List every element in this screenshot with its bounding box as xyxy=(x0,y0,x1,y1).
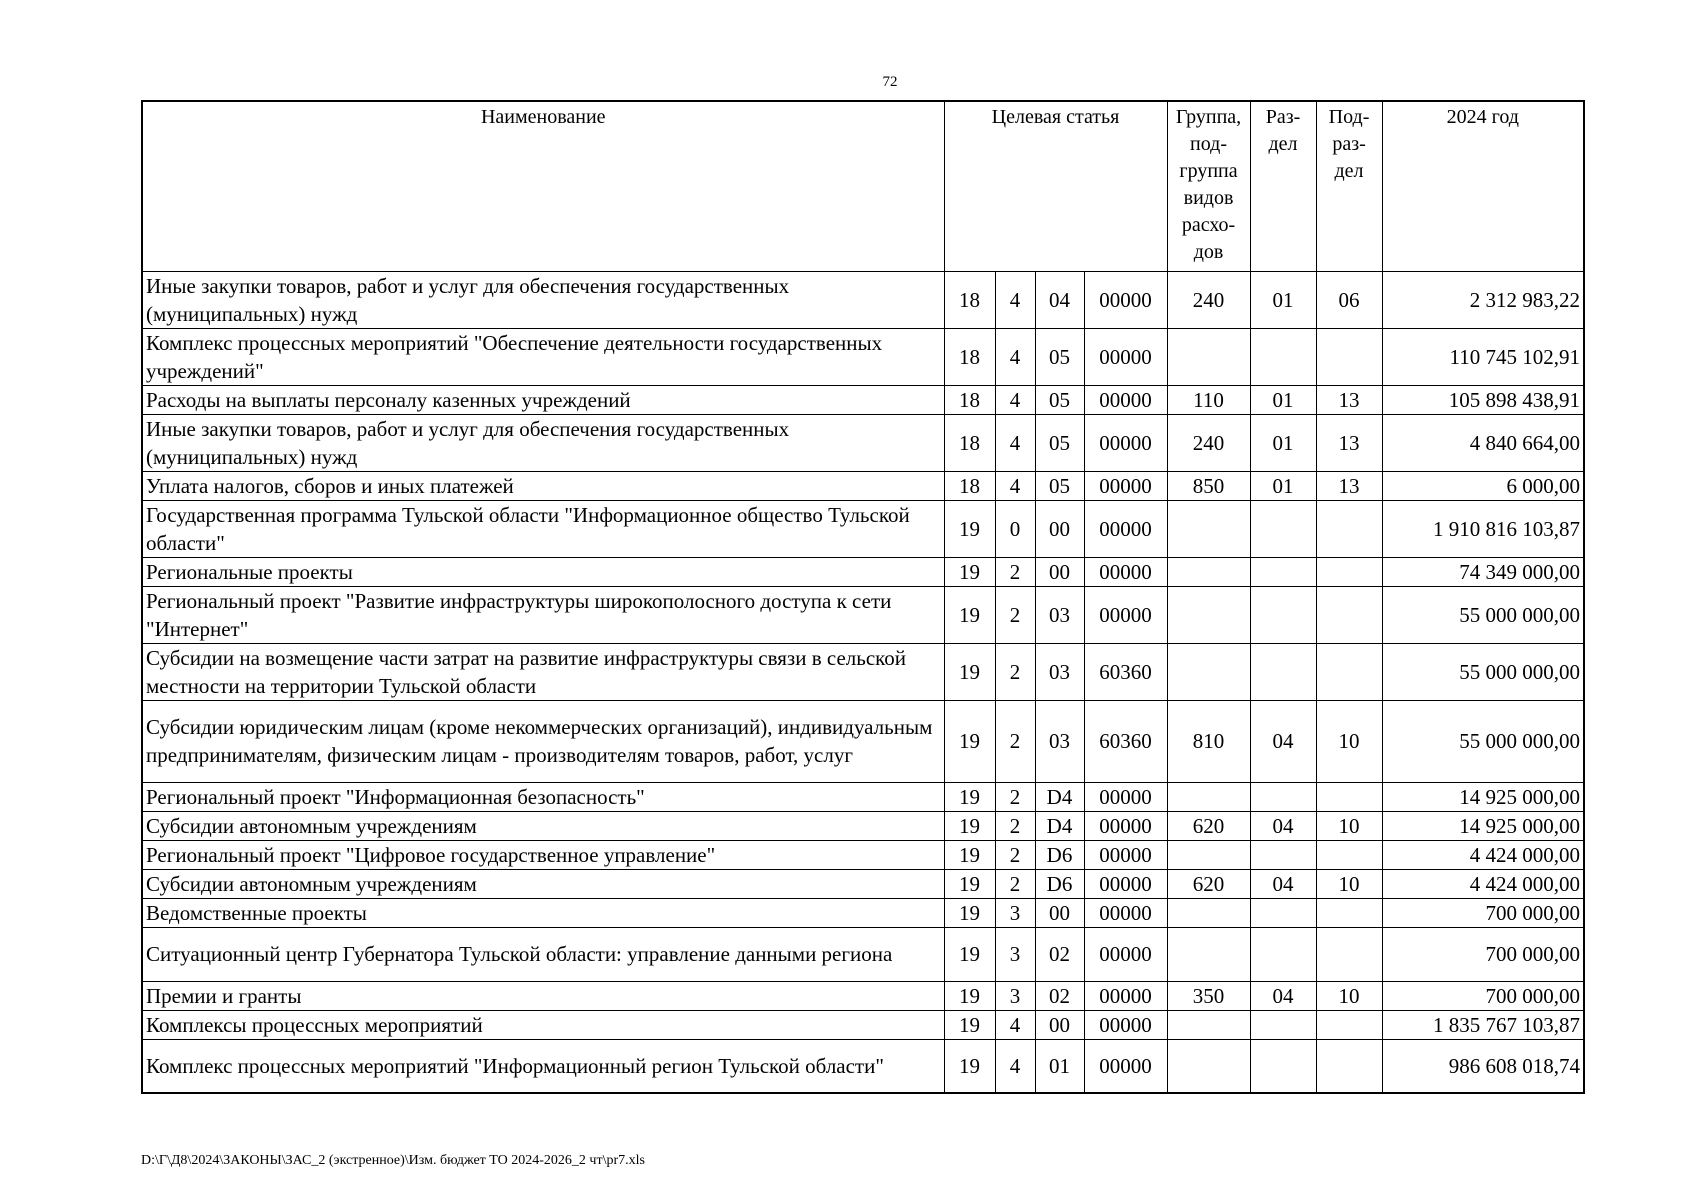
row-target-code-1: 19 xyxy=(944,782,995,811)
row-target-code-1: 18 xyxy=(944,271,995,328)
row-target-code-1: 19 xyxy=(944,811,995,840)
row-target-code-4: 00000 xyxy=(1084,586,1167,643)
row-amount: 700 000,00 xyxy=(1382,898,1584,927)
row-group xyxy=(1167,557,1250,586)
row-subsection: 13 xyxy=(1316,414,1382,471)
row-target-code-4: 00000 xyxy=(1084,840,1167,869)
row-name: Субсидии юридическим лицам (кроме некоммерческих организаций), индивидуальным предпринимателям, физическим лицам - производителям товаров, работ, услуг xyxy=(142,700,944,782)
row-section: 01 xyxy=(1250,271,1316,328)
row-section xyxy=(1250,1039,1316,1093)
row-section xyxy=(1250,586,1316,643)
row-target-code-3: 03 xyxy=(1035,643,1084,700)
row-group xyxy=(1167,328,1250,385)
row-amount: 2 312 983,22 xyxy=(1382,271,1584,328)
row-section xyxy=(1250,898,1316,927)
row-section: 01 xyxy=(1250,385,1316,414)
row-target-code-2: 2 xyxy=(995,811,1035,840)
row-group: 620 xyxy=(1167,869,1250,898)
row-amount: 4 840 664,00 xyxy=(1382,414,1584,471)
row-subsection: 13 xyxy=(1316,471,1382,500)
row-target-code-4: 00000 xyxy=(1084,385,1167,414)
row-target-code-1: 19 xyxy=(944,840,995,869)
row-name: Субсидии на возмещение части затрат на развитие инфраструктуры связи в сельской местности на территории Тульской области xyxy=(142,643,944,700)
row-target-code-4: 00000 xyxy=(1084,927,1167,981)
page-number: 72 xyxy=(882,74,898,90)
table-row xyxy=(142,840,1584,869)
row-target-code-1: 19 xyxy=(944,700,995,782)
row-target-code-3: 01 xyxy=(1035,1039,1084,1093)
row-target-code-4: 00000 xyxy=(1084,271,1167,328)
row-target-code-1: 19 xyxy=(944,557,995,586)
row-section xyxy=(1250,643,1316,700)
table-header-row xyxy=(142,101,1584,271)
row-target-code-3: 00 xyxy=(1035,898,1084,927)
row-section: 04 xyxy=(1250,981,1316,1010)
header-target-article: Целевая статья xyxy=(944,101,1167,271)
row-target-code-3: 02 xyxy=(1035,927,1084,981)
row-target-code-3: 04 xyxy=(1035,271,1084,328)
row-target-code-3: 05 xyxy=(1035,385,1084,414)
row-name: Иные закупки товаров, работ и услуг для обеспечения государственных (муниципальных) нужд xyxy=(142,271,944,328)
row-name: Комплекс процессных мероприятий "Информационный регион Тульской области" xyxy=(142,1039,944,1093)
table-row xyxy=(142,471,1584,500)
row-target-code-3: 00 xyxy=(1035,1010,1084,1039)
row-section xyxy=(1250,557,1316,586)
row-target-code-4: 00000 xyxy=(1084,1039,1167,1093)
row-target-code-2: 4 xyxy=(995,385,1035,414)
row-target-code-3: D6 xyxy=(1035,869,1084,898)
table-row xyxy=(142,271,1584,328)
row-name: Комплекс процессных мероприятий "Обеспечение деятельности государственных учреждений" xyxy=(142,328,944,385)
table-row xyxy=(142,811,1584,840)
row-target-code-3: 03 xyxy=(1035,700,1084,782)
row-group: 110 xyxy=(1167,385,1250,414)
row-amount: 74 349 000,00 xyxy=(1382,557,1584,586)
row-section: 01 xyxy=(1250,414,1316,471)
row-target-code-1: 19 xyxy=(944,898,995,927)
row-amount: 1 910 816 103,87 xyxy=(1382,500,1584,557)
row-section: 01 xyxy=(1250,471,1316,500)
table-row xyxy=(142,782,1584,811)
row-target-code-1: 19 xyxy=(944,927,995,981)
row-subsection: 10 xyxy=(1316,700,1382,782)
table-row xyxy=(142,586,1584,643)
row-section xyxy=(1250,782,1316,811)
row-target-code-3: D6 xyxy=(1035,840,1084,869)
row-target-code-3: D4 xyxy=(1035,782,1084,811)
table-row xyxy=(142,869,1584,898)
row-target-code-4: 00000 xyxy=(1084,500,1167,557)
row-subsection: 06 xyxy=(1316,271,1382,328)
row-section xyxy=(1250,840,1316,869)
table-row xyxy=(142,898,1584,927)
row-target-code-2: 3 xyxy=(995,981,1035,1010)
row-target-code-1: 19 xyxy=(944,1010,995,1039)
row-subsection: 10 xyxy=(1316,811,1382,840)
row-name: Региональный проект "Развитие инфраструктуры широкополосного доступа к сети "Интернет" xyxy=(142,586,944,643)
row-section xyxy=(1250,328,1316,385)
table-row xyxy=(142,328,1584,385)
table-row xyxy=(142,414,1584,471)
row-target-code-2: 2 xyxy=(995,869,1035,898)
row-amount: 700 000,00 xyxy=(1382,927,1584,981)
row-target-code-3: 00 xyxy=(1035,557,1084,586)
row-target-code-2: 4 xyxy=(995,328,1035,385)
row-subsection xyxy=(1316,1039,1382,1093)
row-target-code-1: 19 xyxy=(944,500,995,557)
row-name: Ситуационный центр Губернатора Тульской области: управление данными региона xyxy=(142,927,944,981)
row-target-code-4: 00000 xyxy=(1084,414,1167,471)
row-group: 620 xyxy=(1167,811,1250,840)
table-row xyxy=(142,1039,1584,1093)
row-target-code-1: 18 xyxy=(944,328,995,385)
header-section: Раз-дел xyxy=(1250,101,1316,271)
row-name: Государственная программа Тульской области "Информационное общество Тульской области" xyxy=(142,500,944,557)
row-target-code-4: 00000 xyxy=(1084,557,1167,586)
row-target-code-3: 03 xyxy=(1035,586,1084,643)
row-name: Уплата налогов, сборов и иных платежей xyxy=(142,471,944,500)
row-group xyxy=(1167,1039,1250,1093)
row-amount: 55 000 000,00 xyxy=(1382,586,1584,643)
row-section xyxy=(1250,1010,1316,1039)
row-name: Иные закупки товаров, работ и услуг для обеспечения государственных (муниципальных) нужд xyxy=(142,414,944,471)
row-target-code-3: 05 xyxy=(1035,328,1084,385)
row-section xyxy=(1250,927,1316,981)
row-target-code-2: 2 xyxy=(995,700,1035,782)
row-group: 810 xyxy=(1167,700,1250,782)
header-subsection: Под-раз-дел xyxy=(1316,101,1382,271)
row-target-code-4: 00000 xyxy=(1084,869,1167,898)
table-row xyxy=(142,981,1584,1010)
row-target-code-4: 00000 xyxy=(1084,328,1167,385)
row-group xyxy=(1167,927,1250,981)
row-target-code-4: 00000 xyxy=(1084,811,1167,840)
row-section: 04 xyxy=(1250,811,1316,840)
row-group xyxy=(1167,840,1250,869)
row-amount: 986 608 018,74 xyxy=(1382,1039,1584,1093)
row-subsection xyxy=(1316,586,1382,643)
row-target-code-1: 18 xyxy=(944,385,995,414)
row-amount: 700 000,00 xyxy=(1382,981,1584,1010)
row-name: Премии и гранты xyxy=(142,981,944,1010)
row-group xyxy=(1167,1010,1250,1039)
row-target-code-1: 18 xyxy=(944,471,995,500)
row-target-code-3: 02 xyxy=(1035,981,1084,1010)
row-target-code-2: 4 xyxy=(995,271,1035,328)
row-name: Региональный проект "Цифровое государственное управление" xyxy=(142,840,944,869)
row-target-code-1: 19 xyxy=(944,643,995,700)
row-name: Субсидии автономным учреждениям xyxy=(142,811,944,840)
row-target-code-2: 2 xyxy=(995,643,1035,700)
row-group xyxy=(1167,782,1250,811)
row-group xyxy=(1167,500,1250,557)
row-target-code-1: 18 xyxy=(944,414,995,471)
row-target-code-2: 2 xyxy=(995,782,1035,811)
row-amount: 14 925 000,00 xyxy=(1382,782,1584,811)
table-row xyxy=(142,643,1584,700)
row-amount: 6 000,00 xyxy=(1382,471,1584,500)
row-target-code-2: 4 xyxy=(995,1039,1035,1093)
table-body xyxy=(142,271,1584,1093)
row-amount: 110 745 102,91 xyxy=(1382,328,1584,385)
row-group: 850 xyxy=(1167,471,1250,500)
row-subsection xyxy=(1316,782,1382,811)
row-target-code-3: D4 xyxy=(1035,811,1084,840)
row-subsection xyxy=(1316,1010,1382,1039)
row-target-code-2: 3 xyxy=(995,927,1035,981)
row-name: Расходы на выплаты персоналу казенных учреждений xyxy=(142,385,944,414)
row-subsection: 10 xyxy=(1316,869,1382,898)
row-name: Региональные проекты xyxy=(142,557,944,586)
row-group: 240 xyxy=(1167,414,1250,471)
table-row xyxy=(142,557,1584,586)
row-target-code-4: 00000 xyxy=(1084,1010,1167,1039)
row-target-code-1: 19 xyxy=(944,586,995,643)
row-target-code-4: 00000 xyxy=(1084,782,1167,811)
row-amount: 4 424 000,00 xyxy=(1382,869,1584,898)
footer-file-path: D:\Г\Д8\2024\ЗАКОНЫ\ЗАС_2 (экстренное)\Изм. бюджет ТО 2024-2026_2 чт\pr7.xls xyxy=(141,1153,645,1168)
row-amount: 55 000 000,00 xyxy=(1382,643,1584,700)
row-amount: 105 898 438,91 xyxy=(1382,385,1584,414)
row-subsection xyxy=(1316,898,1382,927)
row-subsection xyxy=(1316,927,1382,981)
budget-table xyxy=(141,100,1585,1094)
table-row xyxy=(142,1010,1584,1039)
row-section: 04 xyxy=(1250,869,1316,898)
row-target-code-3: 00 xyxy=(1035,500,1084,557)
row-subsection: 13 xyxy=(1316,385,1382,414)
row-target-code-1: 19 xyxy=(944,869,995,898)
row-subsection xyxy=(1316,643,1382,700)
row-target-code-1: 19 xyxy=(944,981,995,1010)
row-name: Субсидии автономным учреждениям xyxy=(142,869,944,898)
row-target-code-2: 3 xyxy=(995,898,1035,927)
row-subsection: 10 xyxy=(1316,981,1382,1010)
row-target-code-2: 2 xyxy=(995,557,1035,586)
header-name: Наименование xyxy=(142,101,944,271)
row-amount: 1 835 767 103,87 xyxy=(1382,1010,1584,1039)
table-row xyxy=(142,500,1584,557)
row-name: Региональный проект "Информационная безопасность" xyxy=(142,782,944,811)
row-target-code-2: 4 xyxy=(995,414,1035,471)
table-row xyxy=(142,385,1584,414)
row-target-code-2: 2 xyxy=(995,840,1035,869)
row-group: 240 xyxy=(1167,271,1250,328)
row-group: 350 xyxy=(1167,981,1250,1010)
table-row xyxy=(142,700,1584,782)
table-row xyxy=(142,927,1584,981)
row-subsection xyxy=(1316,328,1382,385)
row-target-code-2: 4 xyxy=(995,471,1035,500)
row-section: 04 xyxy=(1250,700,1316,782)
row-group xyxy=(1167,643,1250,700)
row-subsection xyxy=(1316,840,1382,869)
row-target-code-2: 4 xyxy=(995,1010,1035,1039)
row-target-code-4: 00000 xyxy=(1084,471,1167,500)
row-group xyxy=(1167,898,1250,927)
row-target-code-4: 60360 xyxy=(1084,700,1167,782)
row-target-code-4: 00000 xyxy=(1084,981,1167,1010)
header-year: 2024 год xyxy=(1382,101,1584,271)
row-subsection xyxy=(1316,557,1382,586)
row-amount: 4 424 000,00 xyxy=(1382,840,1584,869)
row-target-code-4: 00000 xyxy=(1084,898,1167,927)
row-target-code-2: 2 xyxy=(995,586,1035,643)
row-name: Комплексы процессных мероприятий xyxy=(142,1010,944,1039)
row-name: Ведомственные проекты xyxy=(142,898,944,927)
header-group: Группа, под-группа видов расхо-дов xyxy=(1167,101,1250,271)
row-subsection xyxy=(1316,500,1382,557)
row-amount: 55 000 000,00 xyxy=(1382,700,1584,782)
row-target-code-3: 05 xyxy=(1035,471,1084,500)
row-target-code-4: 60360 xyxy=(1084,643,1167,700)
row-amount: 14 925 000,00 xyxy=(1382,811,1584,840)
row-section xyxy=(1250,500,1316,557)
row-group xyxy=(1167,586,1250,643)
row-target-code-2: 0 xyxy=(995,500,1035,557)
row-target-code-3: 05 xyxy=(1035,414,1084,471)
row-target-code-1: 19 xyxy=(944,1039,995,1093)
